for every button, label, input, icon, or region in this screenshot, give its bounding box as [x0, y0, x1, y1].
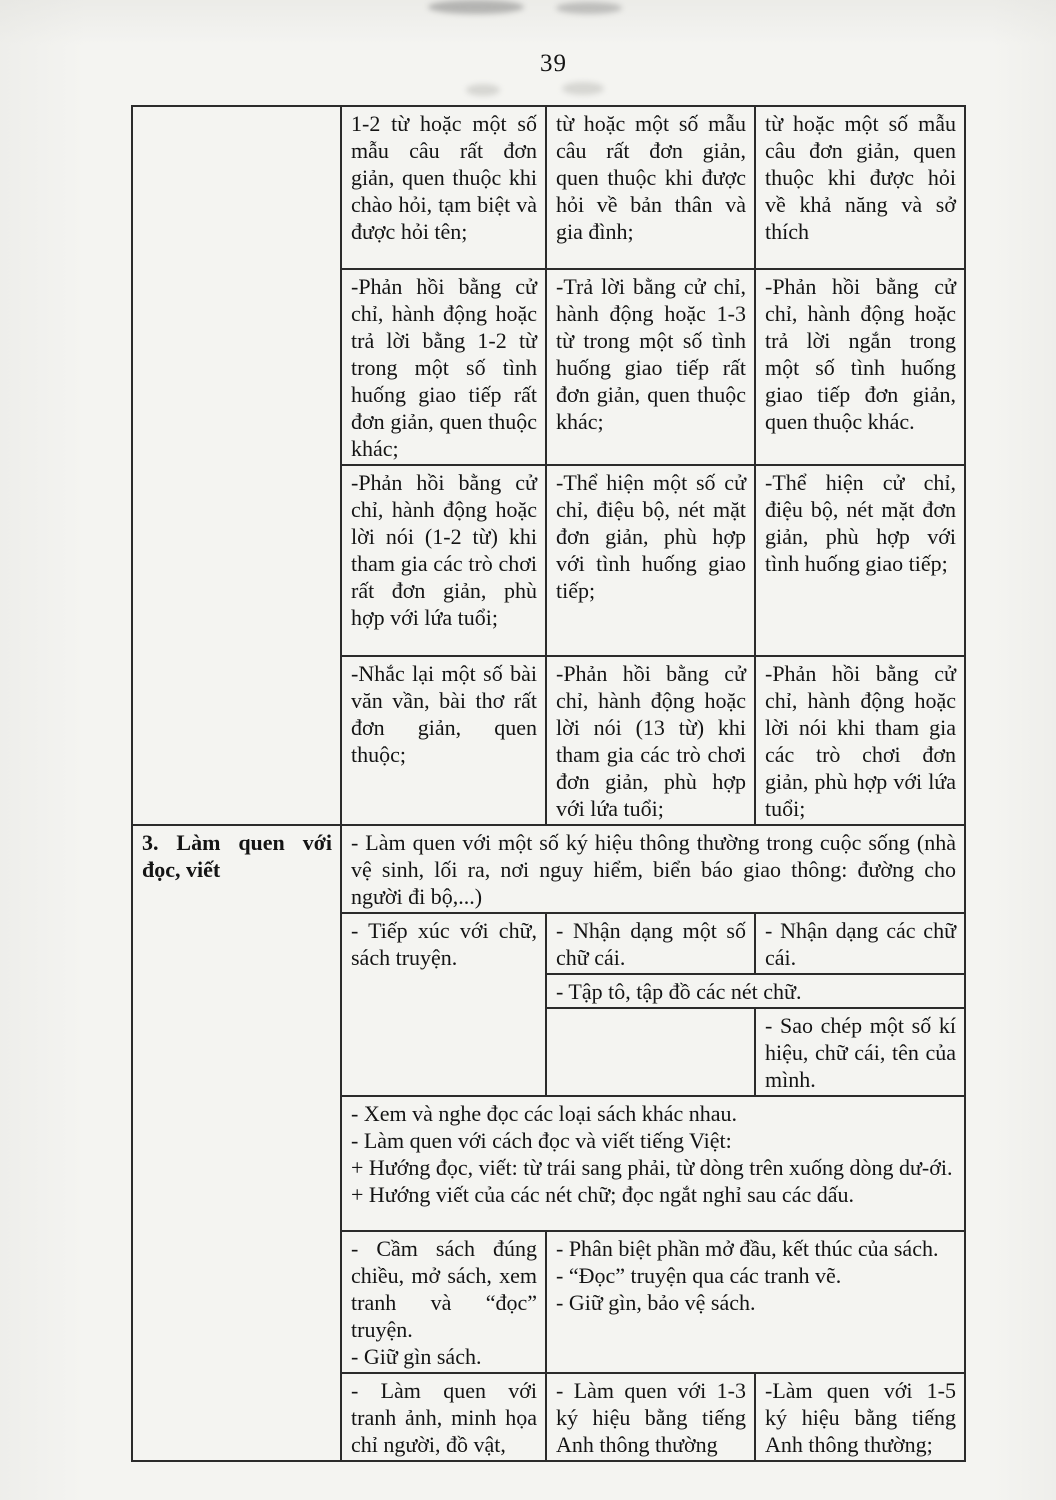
cell-symbols-1-5: -Làm quen với 1-5 ký hiệu bằng tiếng Anh thông thường; — [755, 1373, 965, 1461]
book-parts-line: - Giữ gìn, bảo vệ sách. — [556, 1290, 756, 1315]
reading-line: + Hướng đọc, viết: từ trái sang phải, từ dòng trên xuống dòng dư-ới. — [351, 1155, 953, 1180]
reading-line: - Xem và nghe đọc các loại sách khác nhau. — [351, 1101, 738, 1126]
cell-copying: - Sao chép một số kí hiệu, chữ cái, tên của mình. — [755, 1008, 965, 1096]
cell-reading-writing-habits — [341, 1096, 965, 1231]
cell-pictures: - Làm quen với tranh ảnh, minh họa chỉ người, đồ vật, — [341, 1373, 546, 1461]
cell-book-handling — [341, 1231, 546, 1373]
cell-tracing: - Tập tô, tập đồ các nét chữ. — [546, 974, 965, 1008]
cell-r1-age-group-3: từ hoặc một số mẫu câu đơn giản, quen thuộc khi được hỏi về khả năng và sở thích — [755, 106, 965, 269]
table-row — [132, 106, 965, 269]
cell-section3-intro: - Làm quen với một số ký hiệu thông thường trong cuộc sống (nhà vệ sinh, lối ra, nơi nguy hiểm, biển báo giao thông: đường cho người đi bộ,...) — [341, 825, 965, 913]
cell-r2-age-group-1: -Phản hồi bằng cử chỉ, hành động hoặc trả lời bằng 1-2 từ trong một số tình huống giao tiếp rất đơn giản, quen thuộc khác; — [341, 269, 546, 465]
scan-smudge-artifact — [562, 82, 604, 95]
page-number: 39 — [540, 50, 567, 77]
section3-row-header-cell — [132, 825, 341, 1461]
table-row — [132, 825, 965, 913]
scan-smudge-artifact — [556, 2, 622, 14]
book-handling-line: - Cầm sách đúng chiều, mở sách, xem tranh và “đọc” truyện. — [351, 1236, 537, 1342]
scan-smudge-artifact — [428, 0, 524, 14]
cell-recognize-all-letters: - Nhận dạng các chữ cái. — [755, 913, 965, 974]
cell-r3-age-group-1: -Phản hồi bằng cử chỉ, hành động hoặc lời nói (1-2 từ) khi tham gia các trò chơi rất đơn giản, phù hợp với lứa tuổi; — [341, 465, 546, 656]
book-handling-line: - Giữ gìn sách. — [351, 1344, 482, 1369]
cell-r1-age-group-2: từ hoặc một số mẫu câu rất đơn giản, quen thuộc khi được hỏi về bản thân và gia đình; — [546, 106, 755, 269]
curriculum-table — [131, 105, 966, 1462]
cell-r4-age-group-1: -Nhắc lại một số bài văn vần, bài thơ rất đơn giản, quen thuộc; — [341, 656, 546, 825]
book-parts-line: - “Đọc” truyện qua các tranh vẽ. — [556, 1263, 842, 1288]
reading-line: - Làm quen với cách đọc và viết tiếng Việt: — [351, 1128, 732, 1153]
cell-contact-books: - Tiếp xúc với chữ, sách truyện. — [341, 913, 546, 1096]
book-parts-line: - Phân biệt phần mở đầu, kết thúc của sách. — [556, 1236, 939, 1261]
cell-r4-age-group-2: -Phản hồi bằng cử chỉ, hành động hoặc lời nói (13 từ) khi tham gia các trò chơi đơn giản, phù hợp với lứa tuổi; — [546, 656, 755, 825]
row-header-empty-cell — [132, 106, 341, 825]
cell-r2-age-group-2: -Trả lời bằng cử chỉ, hành động hoặc 1-3 từ trong một số tình huống giao tiếp rất đơn giản, quen thuộc khác; — [546, 269, 755, 465]
scan-smudge-artifact — [466, 84, 500, 96]
cell-book-parts — [546, 1231, 965, 1373]
cell-empty — [546, 1008, 755, 1096]
section3-title: 3. Làm quen với đọc, viết — [142, 830, 332, 882]
cell-r1-age-group-1: 1-2 từ hoặc một số mẫu câu rất đơn giản, quen thuộc khi chào hỏi, tạm biệt và được hỏi tên; — [341, 106, 546, 269]
cell-recognize-some-letters: - Nhận dạng một số chữ cái. — [546, 913, 755, 974]
cell-r4-age-group-3: -Phản hồi bằng cử chỉ, hành động hoặc lời nói khi tham gia các trò chơi đơn giản, phù hợp với lứa tuổi; — [755, 656, 965, 825]
cell-r2-age-group-3: -Phản hồi bằng cử chỉ, hành động hoặc trả lời ngắn trong một số tình huống giao tiếp đơn giản, quen thuộc khác. — [755, 269, 965, 465]
cell-r3-age-group-2: -Thể hiện một số cử chỉ, điệu bộ, nét mặt đơn giản, phù hợp với tình huống giao tiếp; — [546, 465, 755, 656]
reading-line: + Hướng viết của các nét chữ; đọc ngắt nghỉ sau các dấu. — [351, 1182, 854, 1207]
cell-r3-age-group-3: -Thể hiện cử chỉ, điệu bộ, nét mặt đơn giản, phù hợp với tình huống giao tiếp; — [755, 465, 965, 656]
cell-symbols-1-3: - Làm quen với 1-3 ký hiệu bằng tiếng Anh thông thường — [546, 1373, 755, 1461]
